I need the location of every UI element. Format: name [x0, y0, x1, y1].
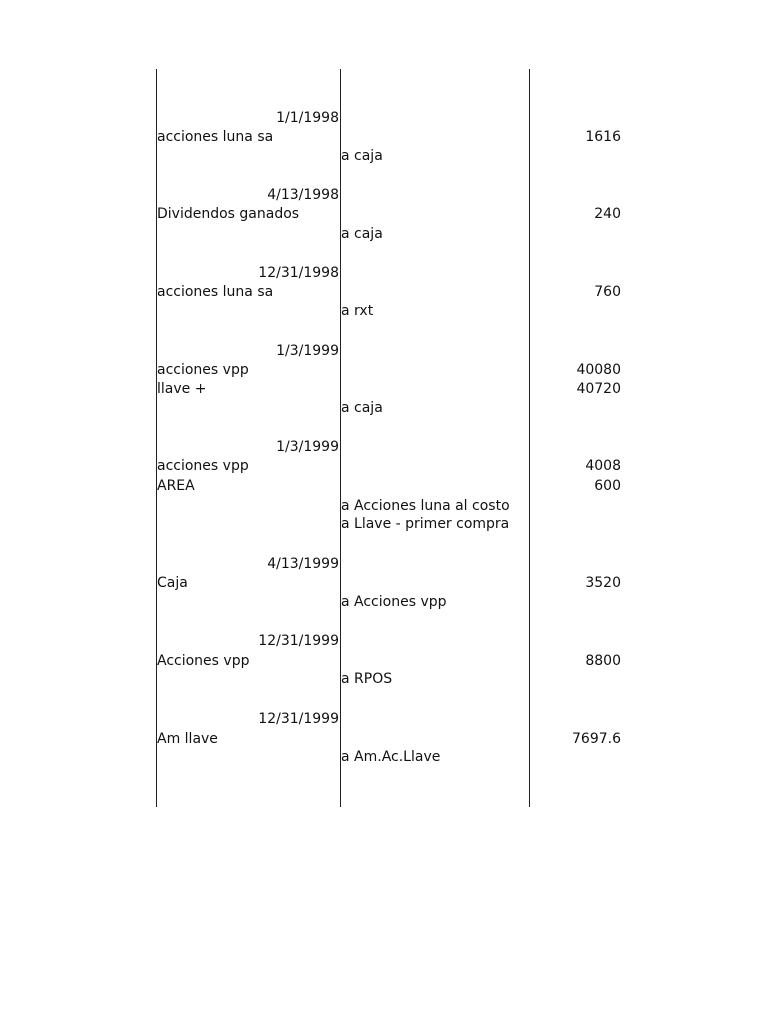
debit-account: acciones vpp	[157, 458, 249, 474]
credit-account: a Acciones luna al costo	[341, 498, 510, 514]
debit-account: Dividendos ganados	[157, 206, 300, 222]
debit-amount: 4008	[585, 458, 621, 474]
column-divider-right	[529, 69, 530, 807]
debit-amount: 40080	[576, 362, 621, 378]
debit-account: Caja	[157, 575, 188, 591]
column-divider-middle	[340, 69, 341, 807]
entry-date: 12/31/1999	[258, 633, 339, 649]
credit-account: a Llave - primer compra	[341, 516, 510, 532]
entry-date: 4/13/1998	[267, 187, 339, 203]
credit-account: a caja	[341, 400, 383, 416]
entry-date: 1/3/1999	[276, 343, 339, 359]
debit-account: Am llave	[157, 731, 218, 747]
credit-account: a Acciones vpp	[341, 594, 447, 610]
credit-account: a rxt	[341, 303, 374, 319]
debit-amount: 40720	[576, 381, 621, 397]
credit-account: a caja	[341, 148, 383, 164]
entry-date: 1/1/1998	[276, 110, 339, 126]
debit-account: acciones luna sa	[157, 284, 274, 300]
debit-amount: 760	[594, 284, 621, 300]
debit-amount: 1616	[585, 129, 621, 145]
debit-amount: 7697.6	[572, 731, 621, 747]
credit-account: a caja	[341, 226, 383, 242]
debit-amount: 8800	[585, 653, 621, 669]
credit-account: a Am.Ac.Llave	[341, 749, 441, 765]
entry-date: 12/31/1998	[258, 265, 339, 281]
debit-account: acciones luna sa	[157, 129, 274, 145]
credit-account: a RPOS	[341, 671, 393, 687]
debit-amount: 600	[594, 478, 621, 494]
debit-amount: 240	[594, 206, 621, 222]
debit-account: AREA	[157, 478, 195, 494]
debit-account: acciones vpp	[157, 362, 249, 378]
debit-account: llave +	[157, 381, 207, 397]
entry-date: 12/31/1999	[258, 711, 339, 727]
entry-date: 1/3/1999	[276, 439, 339, 455]
entry-date: 4/13/1999	[267, 556, 339, 572]
debit-amount: 3520	[585, 575, 621, 591]
debit-account: Acciones vpp	[157, 653, 250, 669]
